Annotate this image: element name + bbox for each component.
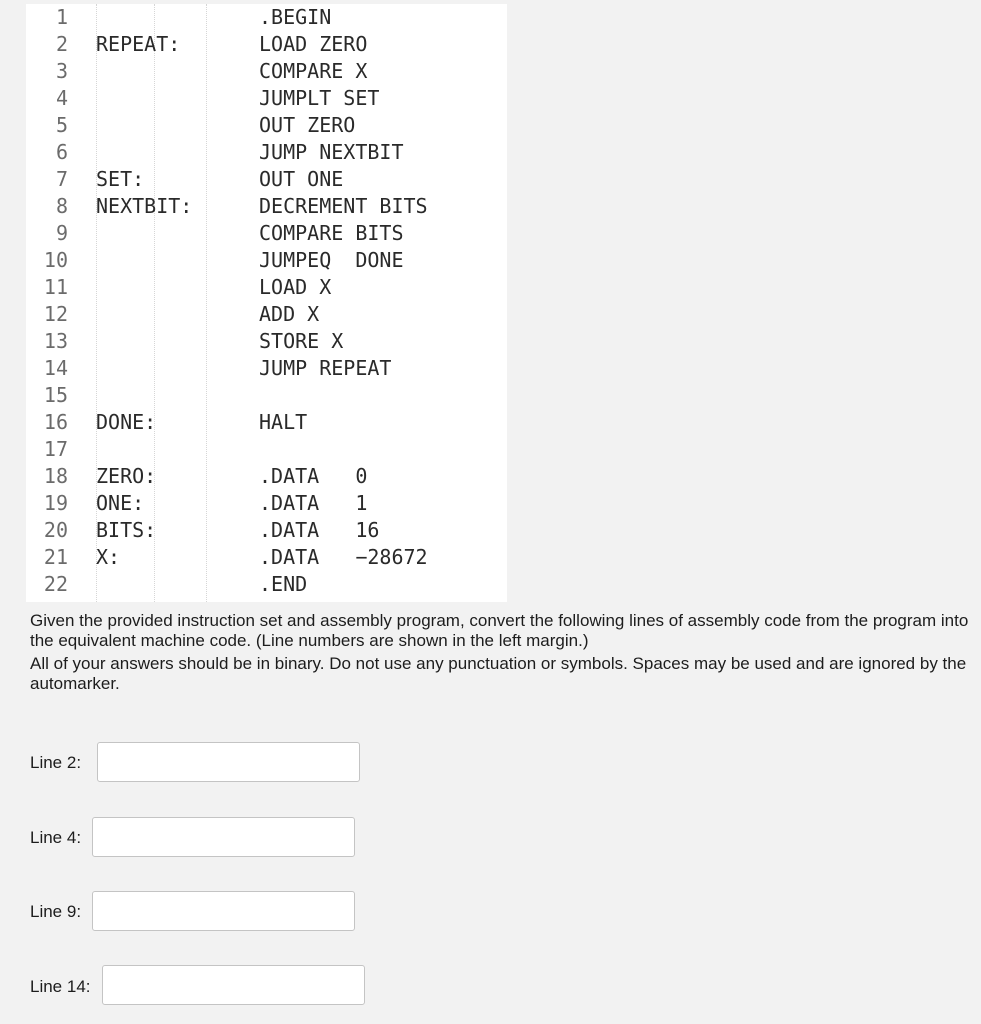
code-line xyxy=(26,4,507,31)
code-instruction: .BEGIN xyxy=(259,5,332,29)
line-number: 21 xyxy=(43,545,68,569)
code-instruction: LOAD ZERO xyxy=(259,32,368,56)
code-instruction: JUMP REPEAT xyxy=(259,356,392,380)
line-number: 19 xyxy=(43,491,68,515)
line-number: 11 xyxy=(43,275,68,299)
code-label: ZERO: xyxy=(96,464,157,488)
code-label: REPEAT: xyxy=(96,32,181,56)
code-line xyxy=(26,274,507,301)
code-line xyxy=(26,193,507,220)
assembly-code-listing xyxy=(26,4,507,602)
code-instruction: LOAD X xyxy=(259,275,332,299)
line-number: 3 xyxy=(55,59,68,83)
code-line xyxy=(26,544,507,571)
code-instruction: HALT xyxy=(259,410,308,434)
code-instruction: JUMPLT SET xyxy=(259,86,380,110)
line-number: 2 xyxy=(55,32,68,56)
answer-input-line-4[interactable] xyxy=(92,817,355,857)
code-instruction: STORE X xyxy=(259,329,344,353)
code-line xyxy=(26,31,507,58)
line-number: 5 xyxy=(55,113,68,137)
code-line xyxy=(26,112,507,139)
line-number: 20 xyxy=(43,518,68,542)
code-line xyxy=(26,436,507,463)
code-label: NEXTBIT: xyxy=(96,194,193,218)
code-instruction: .DATA 0 xyxy=(259,464,368,488)
line-number: 7 xyxy=(55,167,68,191)
code-label: BITS: xyxy=(96,518,157,542)
question-instructions: Given the provided instruction set and assembly program, convert the following lines of assembly code from the program into the equivalent machine code. (Line numbers are shown in the left margin.) xyxy=(30,611,969,650)
line-number: 18 xyxy=(43,464,68,488)
code-instruction: DECREMENT BITS xyxy=(259,194,428,218)
code-instruction: JUMPEQ DONE xyxy=(259,248,404,272)
code-label: SET: xyxy=(96,167,145,191)
answer-input-line-9[interactable] xyxy=(92,891,355,931)
answer-label-line-9: Line 9: xyxy=(30,902,82,921)
code-instruction: .DATA 16 xyxy=(259,518,380,542)
code-line xyxy=(26,328,507,355)
line-number: 6 xyxy=(55,140,68,164)
line-number: 22 xyxy=(43,572,68,596)
code-instruction: OUT ZERO xyxy=(259,113,356,137)
code-label: DONE: xyxy=(96,410,157,434)
code-instruction: COMPARE BITS xyxy=(259,221,404,245)
code-line xyxy=(26,58,507,85)
code-instruction: JUMP NEXTBIT xyxy=(259,140,404,164)
code-line xyxy=(26,85,507,112)
code-label: X: xyxy=(96,545,121,569)
code-line xyxy=(26,409,507,436)
code-instruction: .DATA −28672 xyxy=(259,545,428,569)
line-number: 10 xyxy=(43,248,68,272)
code-line xyxy=(26,247,507,274)
code-line xyxy=(26,355,507,382)
line-number: 17 xyxy=(43,437,68,461)
code-line xyxy=(26,463,507,490)
answer-label-line-2: Line 2: xyxy=(30,753,82,772)
answer-label-line-4: Line 4: xyxy=(30,828,82,847)
question-answer-format: All of your answers should be in binary. Do not use any punctuation or symbols. Spaces may be used and are ignored by the automarker. xyxy=(30,654,967,693)
code-line xyxy=(26,382,507,409)
line-number: 4 xyxy=(55,86,68,110)
code-line xyxy=(26,220,507,247)
line-number: 13 xyxy=(43,329,68,353)
code-instruction: .DATA 1 xyxy=(259,491,368,515)
code-label: ONE: xyxy=(96,491,145,515)
code-instruction: ADD X xyxy=(259,302,320,326)
answer-input-line-2[interactable] xyxy=(97,742,360,782)
line-number: 15 xyxy=(43,383,68,407)
code-instruction: COMPARE X xyxy=(259,59,368,83)
code-line xyxy=(26,571,507,598)
code-line xyxy=(26,490,507,517)
line-number: 1 xyxy=(55,5,68,29)
line-number: 12 xyxy=(43,302,68,326)
line-number: 14 xyxy=(43,356,68,380)
code-line xyxy=(26,301,507,328)
code-line xyxy=(26,517,507,544)
code-line xyxy=(26,166,507,193)
question-text xyxy=(30,611,974,697)
line-number: 9 xyxy=(55,221,68,245)
line-number: 8 xyxy=(55,194,68,218)
code-instruction: OUT ONE xyxy=(259,167,344,191)
code-instruction: .END xyxy=(259,572,308,596)
answer-label-line-14: Line 14: xyxy=(30,977,91,996)
line-number: 16 xyxy=(43,410,68,434)
answer-input-line-14[interactable] xyxy=(102,965,365,1005)
code-line xyxy=(26,139,507,166)
